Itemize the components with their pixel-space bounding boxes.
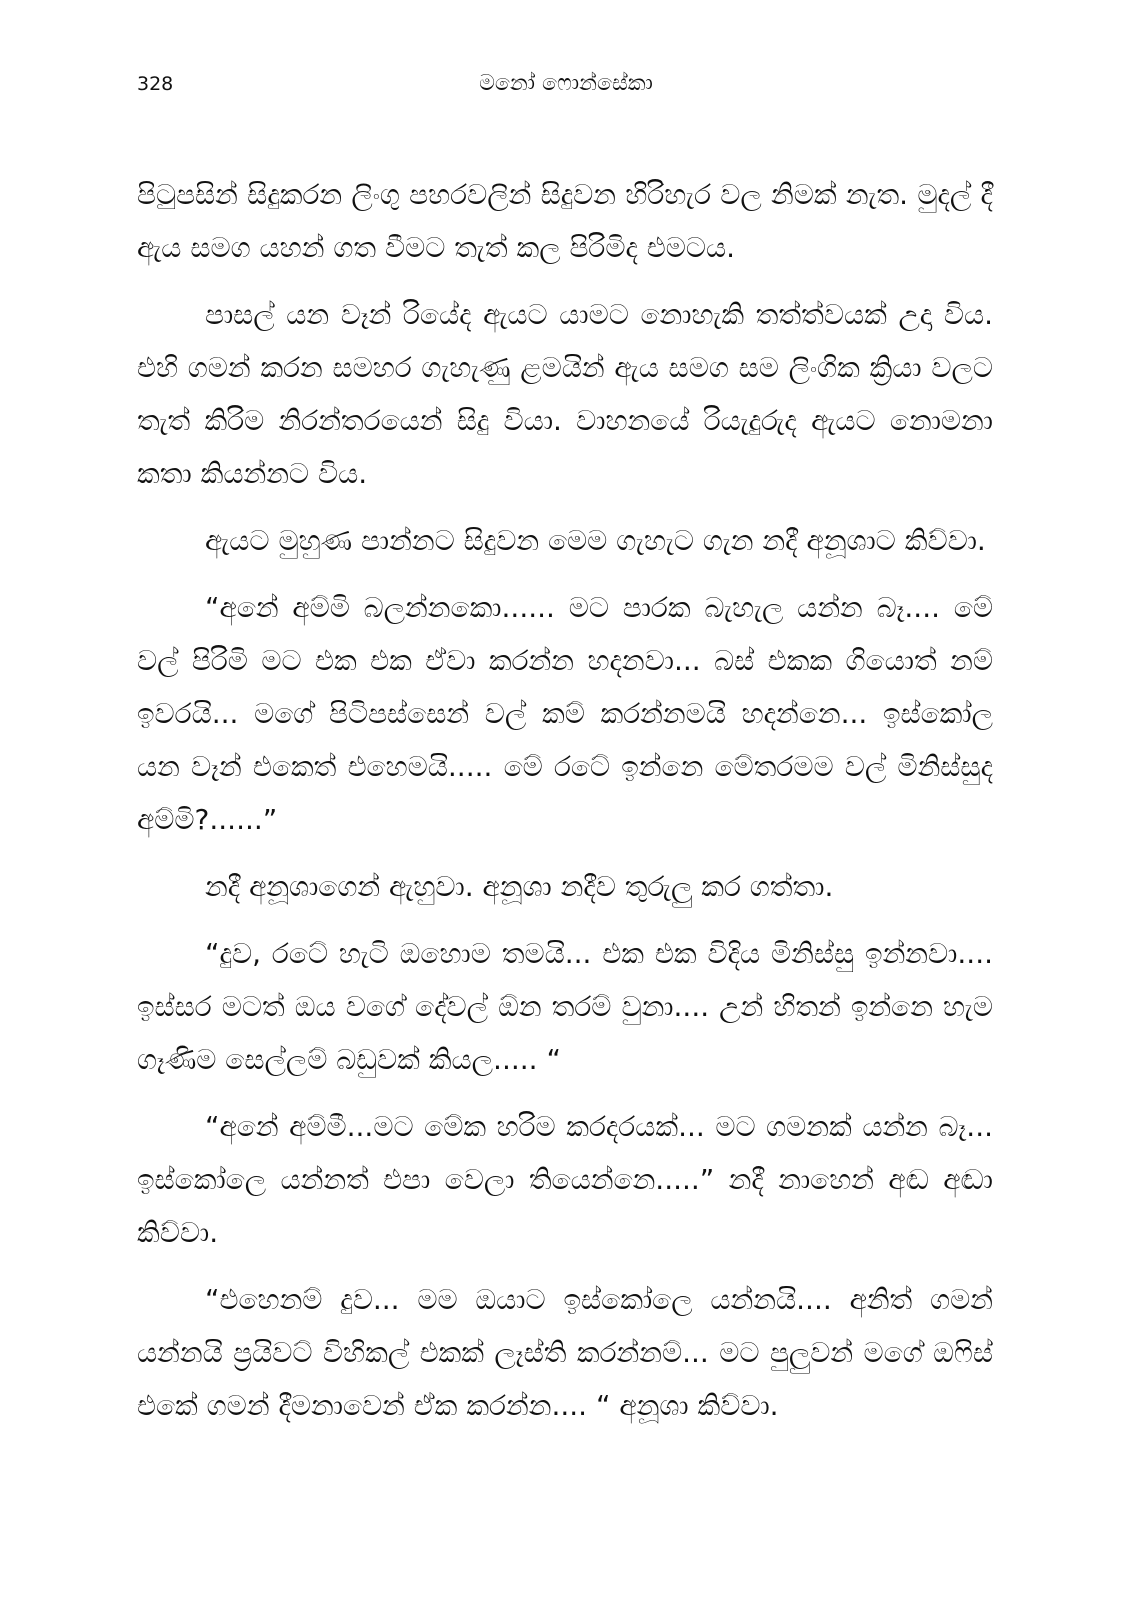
paragraph-8: “එහෙනම් දුව... මම ඔයාට ඉස්කෝලෙ යන්නයි.... අනිත් ගමන් යන්නයි ප්‍රයිවට් විහිකල් එකක් ලෑස්ති කරන්නම්... මට පුලුවන් මගේ ඔෆිස් එකේ ගමන් දීමනාවෙන් ඒක කරන්න.... “ අනූශා කිව්වා. [137, 1283, 993, 1422]
body-text [137, 168, 993, 1446]
paragraph-5: නදී අනූශාගෙන් ඇහුවා. අනූශා නදීව තුරුලු කර ගත්තා. [205, 870, 834, 903]
paragraph-4: “අනේ අම්මි බලන්නකො...... මට පාරක බැහැල යන්න බෑ.... මේ වල් පිරිමි මට එක එක ඒවා කරන්න හදනවා... බස් එකක ගියොත් නම් ඉවරයි... මගේ පිටිපස්සෙන් වල් කම් කරන්නමයි හදන්නෙ... ඉස්කෝල යන වෑන් එකෙත් එහෙමයි..... මේ රටේ ඉන්නෙ මේතරමම වල් මිනිස්සුද අම්මි?......” [137, 591, 993, 836]
page-number: 328 [137, 73, 174, 95]
paragraph-3: ඇයට මුහුණ පාන්නට සිදුවන මෙම ගැහැට ගැන නදී අනූශාට කිව්වා. [205, 524, 986, 557]
running-header-title: මනෝ ෆොන්සේකා [479, 71, 653, 96]
paragraph-7: “අනේ අම්මී...මට මේක හරිම කරදරයක්... මට ගමනක් යන්න බෑ... ඉස්කෝලෙ යන්නත් එපා වෙලා තියෙන්නෙ.....” නදී නාහෙන් අඬ අඬා කිව්වා. [137, 1110, 993, 1249]
paragraph-2: පාසල් යන වෑන් රියේද ඇයට යාමට නොහැකි තත්ත්වයක් උදා විය. එහි ගමන් කරන සමහර ගැහැණු ළමයින් ඇය සමග සම ලිංගික ක්‍රියා වලට තැත් කිරිම නිරන්තරයෙන් සිදු වියා. වාහනයේ රියැදුරුද ඇයට නොමනා කතා කියන්නට විය. [137, 298, 993, 490]
paragraph-6: “දුව, රටේ හැටි ඔහොම තමයි... එක එක විදිය මිනිස්සු ඉන්නවා.... ඉස්සර මටත් ඔය වගේ දේවල් ඕන තරම් වුනා.... උන් හිතන් ඉන්නෙ හැම ගෑණිම සෙල්ලම් බඩුවක් කියල..... “ [137, 937, 993, 1076]
paragraph-1: පිටුපසින් සිදුකරන ලිංගු පහරවලින් සිදුවන හිරිහැර වල නිමක් නැත. මුදල් දී ඇය සමග යහන් ගත වීමට තැත් කල පිරිමිද එමටය. [137, 178, 993, 264]
